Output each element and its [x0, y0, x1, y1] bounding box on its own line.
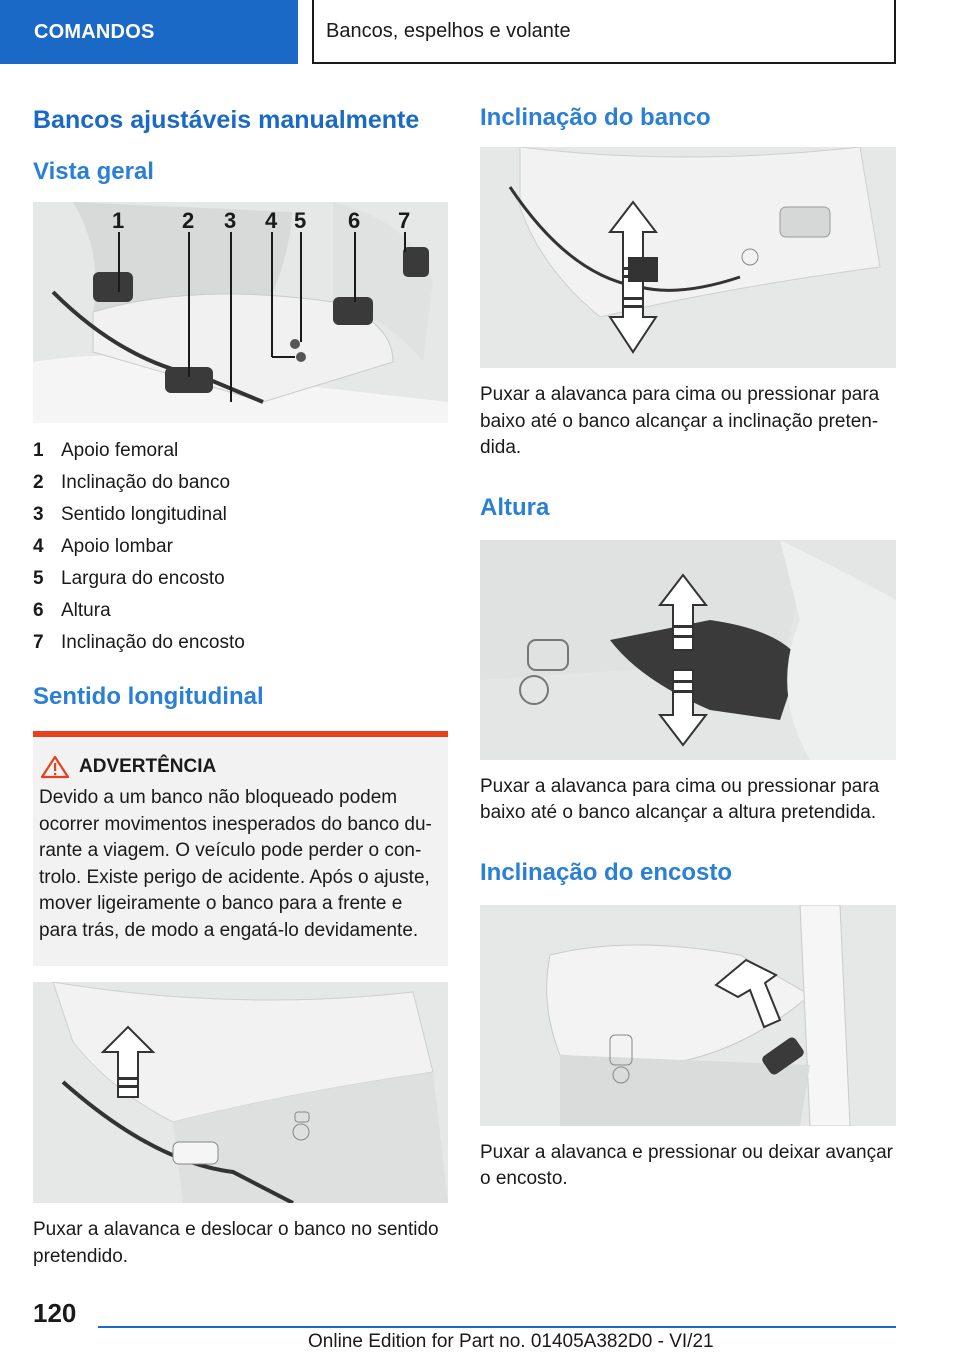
legend-item: 2 Inclinação do banco	[33, 472, 231, 493]
tilt-heading: Inclinação do banco	[480, 104, 711, 131]
overview-heading: Vista geral	[33, 158, 154, 185]
footer-divider	[98, 1326, 896, 1328]
warning-title: ADVERTÊNCIA	[79, 756, 217, 777]
svg-text:2: 2	[182, 208, 195, 233]
legend-item: 3 Sentido longitudinal	[33, 504, 227, 525]
legend-item: 4 Apoio lombar	[33, 536, 173, 557]
seat-overview-illustration	[33, 202, 448, 423]
svg-text:1: 1	[112, 208, 125, 233]
backrest-heading: Inclinação do encosto	[480, 858, 733, 886]
warning-header	[39, 755, 440, 779]
component-legend	[33, 435, 448, 659]
tilt-instruction: Puxar a alavanca para cima ou pressionar para baixo até o banco alcançar a inclinação preten-dida.	[480, 384, 880, 458]
legend-item: 1 Apoio femoral	[33, 440, 179, 461]
svg-text:4: 4	[265, 208, 278, 233]
edition-note: Online Edition for Part no. 01405A382D0 - VI/21	[308, 1331, 714, 1352]
page-title: Bancos ajustáveis manualmente	[33, 106, 420, 134]
seat-height-illustration	[480, 540, 896, 760]
svg-text:5: 5	[294, 208, 307, 233]
longitudinal-instruction: Puxar a alavanca e deslocar o banco no sentido pretendido.	[33, 1219, 439, 1267]
section-tab: COMANDOS	[0, 0, 298, 64]
svg-text:7: 7	[398, 208, 411, 233]
left-column	[33, 96, 448, 1270]
breadcrumb: Bancos, espelhos e volante	[312, 0, 896, 64]
page-number: 120	[33, 1298, 77, 1328]
longitudinal-heading: Sentido longitudinal	[33, 683, 264, 710]
warning-text: Devido a um banco não bloqueado podem ocorrer movimentos inesperados do banco du-rante a viagem. O veículo pode perder o con-trolo. Existe perigo de acidente. Após o ajuste, mover ligeiramente o banco para a frente e para trás, de modo a engatá-lo devidamente.	[39, 787, 432, 941]
seat-longitudinal-illustration	[33, 982, 448, 1203]
legend-item: 5 Largura do encosto	[33, 568, 225, 589]
right-column	[480, 96, 896, 1193]
svg-text:3: 3	[224, 208, 237, 233]
height-heading: Altura	[480, 493, 550, 521]
legend-item: 6 Altura	[33, 600, 111, 621]
warning-triangle-icon	[39, 755, 79, 779]
backrest-instruction: Puxar a alavanca e pressionar ou deixar avançar o encosto.	[480, 1141, 893, 1189]
seat-backrest-illustration	[480, 905, 896, 1126]
svg-text:6: 6	[348, 208, 361, 233]
legend-item: 7 Inclinação do encosto	[33, 632, 245, 653]
seat-tilt-illustration	[480, 147, 896, 368]
height-instruction: Puxar a alavanca para cima ou pressionar para baixo até o banco alcançar a altura pretendida.	[480, 775, 880, 823]
warning-box	[33, 731, 448, 966]
